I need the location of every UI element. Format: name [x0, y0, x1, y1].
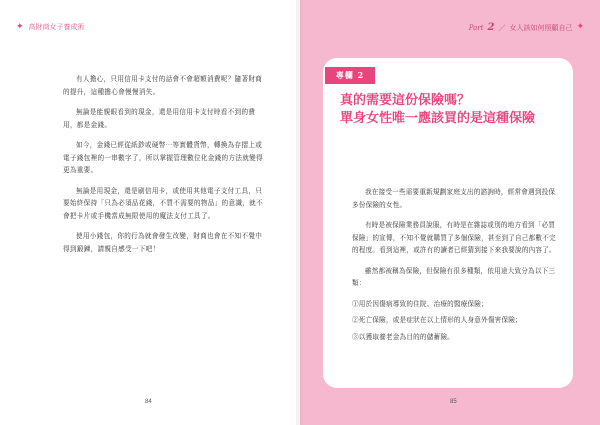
sparkle-icon: ✦	[576, 22, 584, 32]
column-title-line: 真的需要這份保險嗎？	[340, 93, 471, 108]
part-label: Part	[468, 23, 484, 32]
left-header-text: 高財商女子養成術	[28, 23, 85, 31]
paragraph: 無論是能親眼看到的現金，還是用信用卡支付時看不到的費用，都是金錢。	[63, 108, 256, 129]
column-title-line: 單身女性唯一應該買的是這種保險	[340, 111, 536, 126]
paragraph: 有時是被保險業務員說服，有時是在雜誌或別的地方看到「必買保險」的宣傳，不知不覺就購買了多個保險，甚至到了自己都數不完的程度。看到這裡，或許有的讀者已經猜到接下來我要說的內容了。	[352, 221, 556, 254]
right-running-header	[469, 22, 584, 33]
list-item: ②死亡保險，或是症狀在以上情形的人身意外傷害保險；	[352, 316, 522, 324]
paragraph: 有人擔心，只用信用卡支付的話會不會超額消費呢？隨著財商的提升，這種擔心會慢慢消失。	[63, 75, 263, 96]
paragraph: 我在接受一些需要重新規劃家庭支出的諮詢時，經常會遇到投保多份保險的女性。	[352, 188, 556, 209]
column-tag: 專欄 2	[325, 67, 375, 84]
paragraph: 雖然都被稱為保險，但保險有很多種類，依用途大致分為以下三類：	[352, 266, 556, 287]
divider-slash: ／	[498, 23, 506, 32]
book-gutter	[296, 0, 304, 425]
left-page-number: 84	[145, 399, 152, 405]
sparkle-icon: ✦	[16, 21, 24, 32]
right-header-text: 女人該如何照顧自己	[509, 23, 573, 32]
part-number: 2	[487, 22, 495, 33]
paragraph: 如今，金錢已經從紙鈔或硬幣⋯等實體貨幣，轉換為存摺上或電子錢包裡的一串數字了，所以掌握管理數位化金錢的方法就變得更為重要。	[63, 141, 263, 174]
insurance-type-list	[352, 298, 558, 344]
list-item: ③以獲取養老金為目的的儲蓄險。	[352, 332, 454, 341]
paragraph: 使用小錢包，你的行為就會發生改變，財商也會在不知不覺中得到鍛鍊，請親自感受一下吧！	[63, 232, 263, 253]
left-running-header	[16, 22, 85, 32]
right-page-number: 85	[450, 399, 457, 405]
column-body-text	[352, 186, 558, 347]
list-item: ①用於因傷病導致的住院、治療的醫療保險；	[352, 299, 488, 308]
column-title	[340, 92, 562, 128]
paragraph: 無論是用現金，還是刷信用卡，或使用其他電子支付工具，只要始終保持「只為必須品花錢，不買不需要的物品」的意識，就不會把卡片或手機當成無限使用的魔法支付工具了。	[63, 186, 263, 220]
left-body-text	[63, 73, 268, 263]
